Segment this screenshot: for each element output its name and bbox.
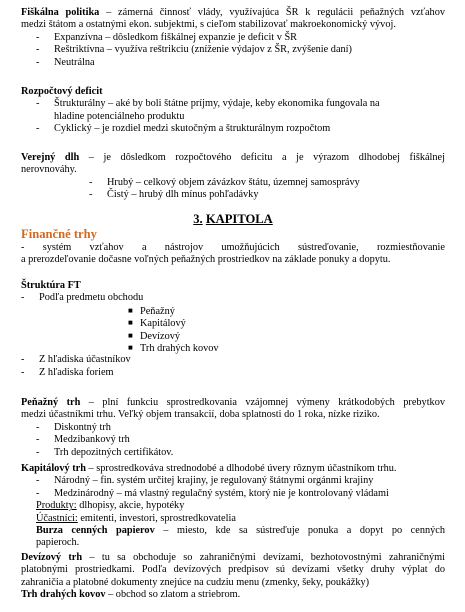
- capital-market-definition: Kapitálový trh – sprostredkováva strednodobé a dlhodobé úvery rôznym účastníkom trhu.: [21, 463, 397, 474]
- list-item: ■ Devízový: [128, 330, 181, 342]
- fiscal-policy-term: Fiškálna politika: [21, 7, 100, 18]
- list-item: - Diskontný trh: [36, 421, 111, 433]
- list-item: - Čistý – hrubý dlh mínus pohľadávky: [89, 189, 259, 201]
- bullet-icon: ■: [128, 342, 133, 352]
- foreign-exchange-section: [21, 552, 445, 602]
- list-item: - Trh depozitných certifikátov.: [36, 446, 174, 458]
- list-item: - Z hľadiska účastníkov: [21, 354, 131, 366]
- list-item: - Reštriktívna – využíva reštrikciu (zníženie výdajov z ŠR, zvýšenie daní): [36, 44, 352, 56]
- bullet-icon: ■: [128, 318, 133, 328]
- list-item: - Medzibankový trh: [36, 434, 130, 446]
- ft-structure-section: [21, 280, 445, 379]
- money-market-definition-line-2: medzi účastníkmi trhu. Veľký objem transakcií, doba splatnosti do 1 roka, nízke riziko.: [21, 409, 380, 421]
- stock-exchange-term: Burza cenných papierov: [36, 524, 155, 536]
- financial-markets-definition-line-1: - systém vzťahov a nástrojov umožňujúcich sústreďovanie, rozmiestňovanie: [21, 242, 445, 253]
- list-item: ■ Kapitálový: [128, 318, 186, 330]
- budget-deficit-section: [21, 86, 445, 136]
- fx-definition-line-1: Devízový trh – tu sa obchoduje so zahraničnými devízami, bezhotovostnými zahraničnými: [21, 552, 445, 563]
- capital-market-term: Kapitálový trh: [21, 463, 86, 474]
- bullet-icon: ■: [128, 305, 133, 315]
- fiscal-policy-definition-line-1: Fiškálna politika – zámerná činnosť vlády, využívajúca ŠR k regulácii peňažných vzťahov: [21, 7, 445, 18]
- chapter-title: 3. KAPITOLA: [193, 212, 273, 226]
- money-market-definition-line-1: Peňažný trh – plní funkciu sprostredkovania vzájomnej výmeny krátkodobých prebytkov: [21, 397, 445, 408]
- money-market-term: Peňažný trh: [21, 397, 81, 408]
- stock-exchange-definition: Burza cenných papierov – miesto, kde sa sústreďuje ponuka a dopyt po cenných papieroch.: [36, 524, 445, 549]
- list-item: - Cyklický – je rozdiel medzi skutočným a štrukturálnym rozpočtom: [36, 123, 331, 135]
- financial-markets-heading: Finančné trhy: [21, 227, 97, 241]
- precious-metals-term: Trh drahých kovov: [21, 589, 106, 601]
- list-item: - Štrukturálny – aké by boli štátne príjmy, výdaje, keby ekonomika fungovala na: [36, 98, 380, 110]
- precious-metals-definition: Trh drahých kovov – obchod so zlatom a striebrom.: [21, 589, 241, 601]
- public-debt-section: [21, 152, 445, 202]
- list-item-continuation: hladine potenciálneho produktu: [54, 110, 185, 122]
- list-item: - Medzinárodný – má vlastný regulačný systém, ktorý nie je kontrolovaný vládami: [36, 487, 389, 499]
- public-debt-definition-line-2: nerovnováhy.: [21, 164, 77, 176]
- list-item: - Neutrálna: [36, 56, 95, 68]
- participants-line: Účastníci: emitenti, investori, sprostredkovatelia: [36, 512, 236, 524]
- fiscal-policy-definition-line-2: medzi štátom a ostatnými ekon. subjektmi, s cieľom stabilizovať makroekonomický vývoj.: [21, 19, 396, 31]
- list-item: - Expanzívna – dôsledkom fiškálnej expanzie je deficit v ŠR: [36, 31, 298, 43]
- fx-definition-line-3: zahraničia a platobné dokumenty znejúce na cudziu menu (zmenky, šeky, poukážky): [21, 576, 370, 588]
- list-item: - Z hľadiska foriem: [21, 366, 114, 378]
- list-item: ■ Peňažný: [128, 305, 175, 317]
- financial-markets-definition-line-2: a prerozdeľovanie dočasne voľných peňažných prostriedkov na základe ponuky a dopytu.: [21, 254, 391, 266]
- list-item: ■ Trh drahých kovov: [128, 342, 219, 354]
- fx-market-term: Devízový trh: [21, 552, 83, 563]
- fx-definition-line-2: platobnými prostriedkami. Podľa devízových predpisov sú devízami všetky druhy výplat do: [21, 564, 445, 576]
- list-item: - Národný – fin. systém určitej krajiny, je regulovaný štátnymi orgánmi krajiny: [36, 475, 374, 487]
- budget-deficit-heading: Rozpočtový deficit: [21, 86, 103, 97]
- public-debt-definition-line-1: Verejný dlh – je dôsledkom rozpočtového deficitu a je výrazom dlhodobej fiškálnej: [21, 152, 445, 163]
- money-market-section: [21, 397, 445, 459]
- list-item: - Podľa predmetu obchodu: [21, 292, 144, 304]
- list-item: - Hrubý – celkový objem závázkov štátu, územnej samosprávy: [89, 176, 360, 188]
- financial-markets-section: [21, 227, 445, 267]
- capital-market-section: [21, 463, 445, 550]
- ft-structure-heading: Štruktúra FT: [21, 280, 81, 291]
- products-line: Produkty: dlhopisy, akcie, hypotéky: [36, 500, 185, 512]
- fiscal-policy-section: [21, 7, 445, 69]
- public-debt-term: Verejný dlh: [21, 152, 80, 163]
- bullet-icon: ■: [128, 330, 133, 340]
